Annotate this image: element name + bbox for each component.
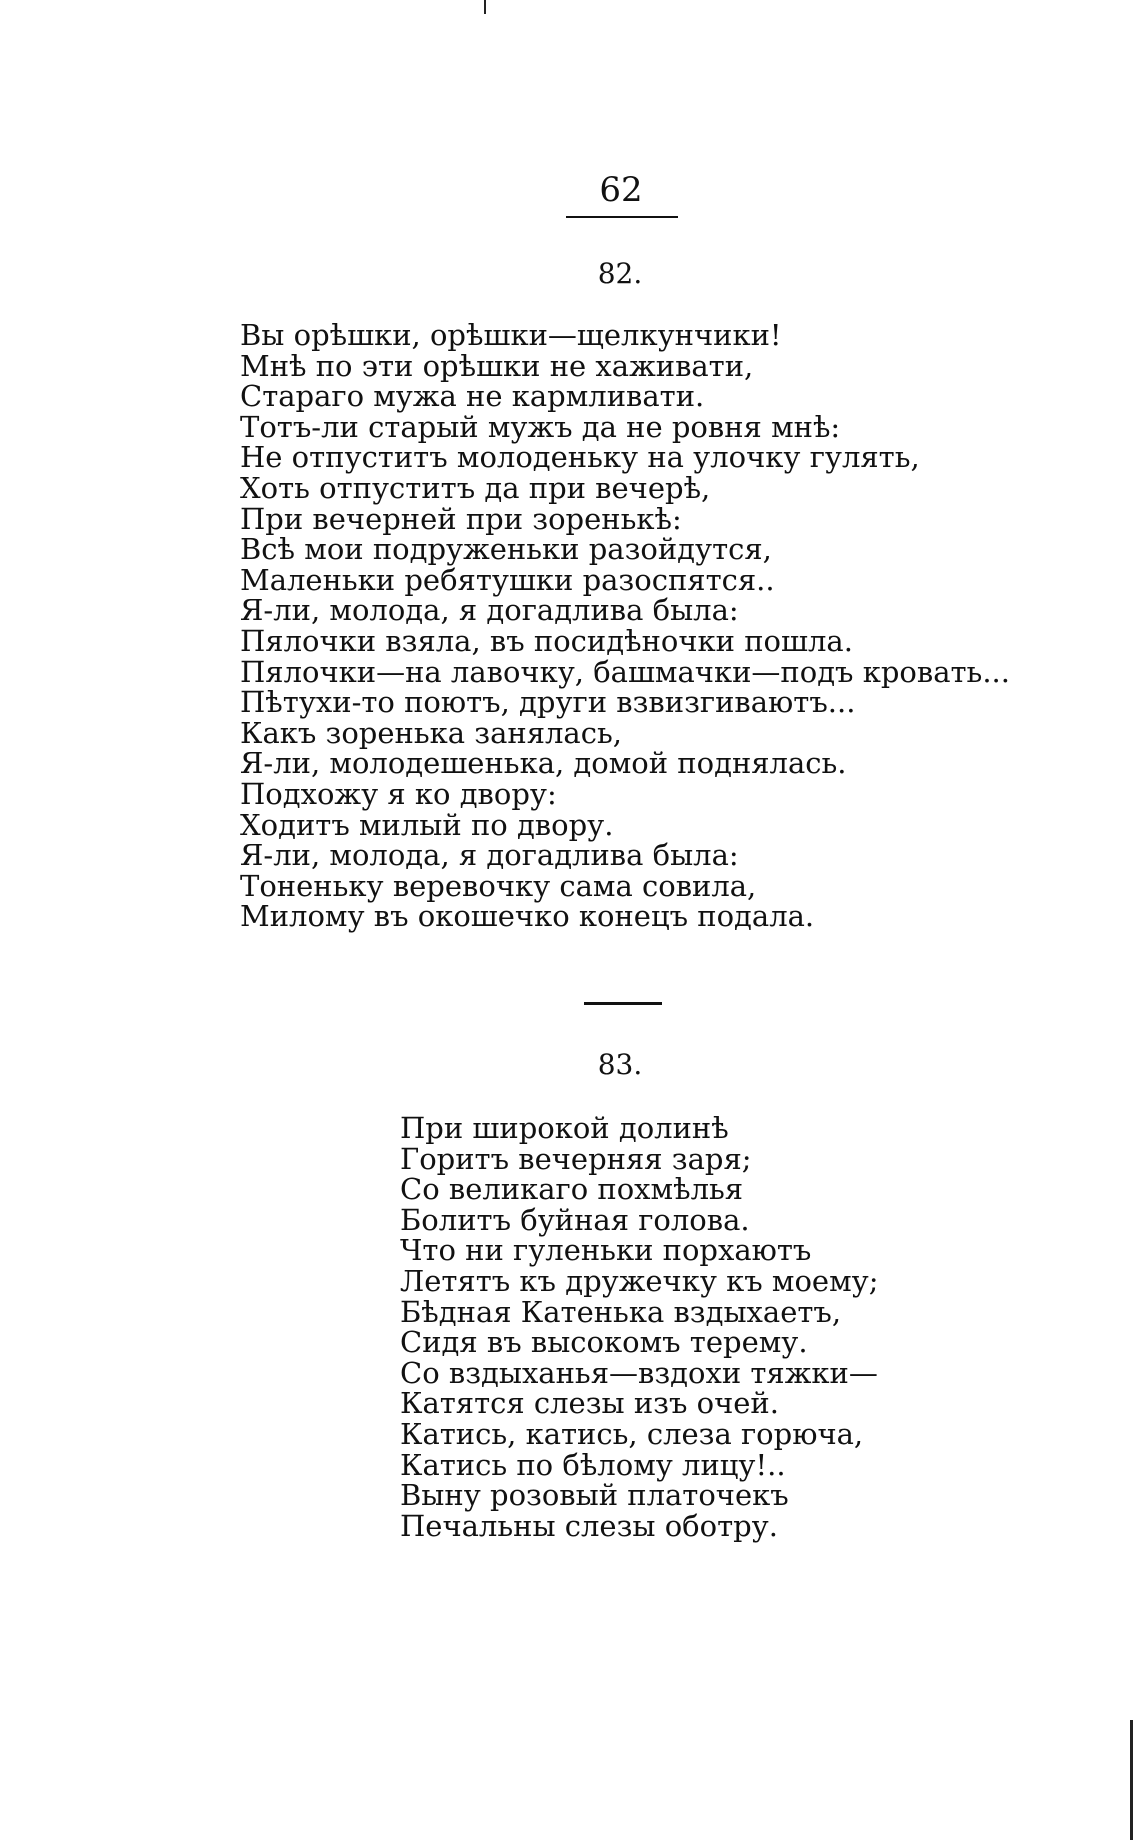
verse-line: Что ни гуленьки порхаютъ: [400, 1233, 812, 1268]
verse-line: Сидя въ высокомъ терему.: [400, 1325, 808, 1360]
verse-line: При широкой долинѣ: [400, 1111, 729, 1145]
poem-number-82: 82.: [597, 257, 643, 290]
verse-line: Пѣтухи-то поютъ, други взвизгиваютъ...: [240, 685, 856, 720]
verse-line: Летятъ къ дружечку къ моему;: [400, 1263, 879, 1298]
verse-line: Катись по бѣлому лицу!..: [400, 1447, 786, 1482]
verse-line: Тоненьку веревочку сама совила,: [240, 868, 757, 903]
verse-line: Пялочки взяла, въ посидѣночки пошла.: [240, 623, 853, 658]
section-separator: [584, 1002, 662, 1005]
verse-line: Подхожу я ко двору:: [240, 776, 557, 811]
verse-line: Я-ли, молода, я догадлива была:: [240, 838, 739, 873]
page-number-rule: [566, 216, 678, 218]
verse-line: Милому въ окошечко конецъ подала.: [240, 899, 815, 934]
verse-line: Мнѣ по эти орѣшки не хаживати,: [240, 348, 754, 383]
verse-line: Тотъ-ли старый мужъ да не ровня мнѣ:: [240, 409, 841, 444]
top-edge-mark: [484, 0, 486, 14]
verse-line: Печальны слезы оботру.: [400, 1508, 778, 1543]
verse-line: Ходитъ милый по двору.: [240, 807, 614, 842]
verse-line: Хоть отпуститъ да при вечерѣ,: [240, 470, 711, 505]
verse-line: Всѣ мои подруженьки разойдутся,: [240, 532, 772, 567]
verse-line: Стараго мужа не кармливати.: [240, 379, 705, 414]
verse-line: Бѣдная Катенька вздыхаетъ,: [400, 1294, 842, 1329]
verse-line: Не отпуститъ молоденьку на улочку гулять,: [240, 440, 920, 475]
verse-line: Маленьки ребятушки разоспятся..: [240, 562, 775, 597]
verse-line: При вечерней при зоренькѣ:: [240, 501, 682, 536]
verse-line: Вы орѣшки, орѣшки—щелкунчики!: [240, 318, 782, 352]
verse-line: Выну розовый платочекъ: [400, 1478, 789, 1513]
poem-82-verse: [240, 320, 1010, 932]
verse-line: Я-ли, молодешенька, домой поднялась.: [240, 746, 847, 781]
page-number: 62: [599, 170, 643, 210]
poem-83-verse: [400, 1113, 878, 1541]
poem-number-83: 83.: [597, 1048, 643, 1081]
verse-line: Я-ли, молода, я догадлива была:: [240, 593, 739, 628]
verse-line: Горитъ вечерняя заря;: [400, 1141, 752, 1176]
verse-line: Болитъ буйная голова.: [400, 1202, 750, 1237]
verse-line: Катятся слезы изъ очей.: [400, 1386, 779, 1421]
verse-line: Со вздыханья—вздохи тяжки—: [400, 1355, 878, 1390]
verse-line: Со великаго похмѣлья: [400, 1172, 744, 1207]
verse-line: Какъ зоренька занялась,: [240, 715, 622, 750]
verse-line: Пялочки—на лавочку, башмачки—подъ кровать...: [240, 654, 1010, 689]
page-edge-line: [1130, 1720, 1133, 1840]
verse-line: Катись, катись, слеза горюча,: [400, 1416, 864, 1451]
